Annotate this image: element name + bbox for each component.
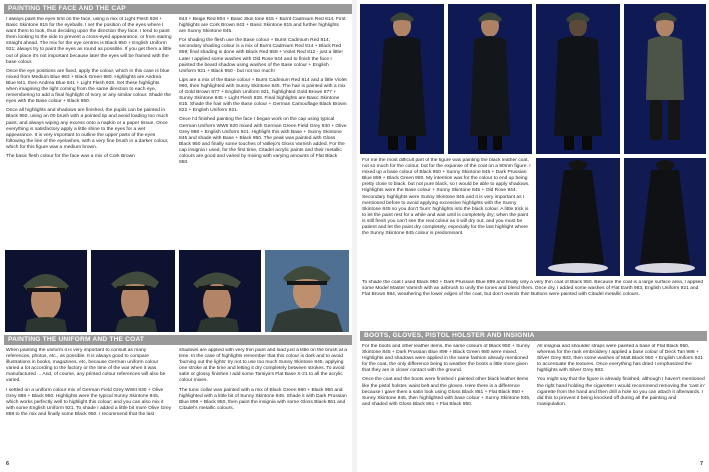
boots-text-col2 [537, 344, 705, 456]
coat-shading-text [362, 280, 706, 320]
paragraph: Lips are a mix of the Base colour + Burnt Cadmium Red 814 and a little Violet 960, then highlighted with Sunny Skintone 845. The hair is painted with a mix of Gold Brown 877 + English Uniform 921, highlighted Gold Brown 877 + Sunny Skintone 845 + Light Flesh 928. Final highlights are Basic Skintone 815. Shade the hair with the Base colour + German Camouflage Black Brown 822 + English Uniform 921. [179, 77, 347, 114]
section-heading-face-cap: PAINTING THE FACE AND THE CAP [4, 4, 352, 14]
photo-head-right [91, 250, 175, 332]
paragraph: The basic flesh colour for the face was a mix of Cork Brown [6, 153, 135, 159]
paragraph: The tunic collar was painted with a mix of Black Green 980 + Black 950 and highlighted with a little bit of Sunny Skintone 845. Shade it with Dark Prussian Blue 899 + Black 950, then paint the insignia with some Gloss Black 861 and Citadel's metallic colours. [179, 387, 347, 411]
paragraph: For the boots and other leather items, the same colours of Black 950 + Sunny Skintone 845 + Dark Prussian Blue 899 + Black Green 980 were mixed. Highlights and shadows were applied in the same fashion already mentioned for the coat, the only difference being to weather the boots a little more given that they are in closer contact with the ground. [362, 344, 530, 374]
page-number-left: 6 [6, 461, 10, 467]
section-heading-boots: BOOTS, GLOVES, PISTOL HOLSTER AND INSIGNIA [360, 331, 707, 341]
paragraph: When painting the uniform it is very important to consult as many references, photos, etc., as possible. It is always good to compare illustrations in books, magazines, etc, because German uniform colour varied a lot according to the factory or the time of the war when it was manufactured ... And, of course, any printed colour references will also be varied. [6, 348, 166, 384]
paragraph: Once I'd finished painting the face I began work on the cap using typical German Uniform WWII 920 mixed with German Green Field Grey 830 + Olive Grey 888 + English Uniform 921. Highlight this with Base + Sunny Skintone 845 and shade with Base + Black 950. The peak was painted with Gloss Black 950 and finally some touches of Vallejo's Gloss Varnish added. For the cap insignia I used, for the first time, Citadel acrylic paints and their metallic colours are good and varied by mixing with varying amounts of Flat Black 950. [179, 117, 347, 166]
paragraph: Once all highlights and shadows are finished, the pupils can be painted in Black 950, using an 00 brush with a pointed tip and avoid loading too much paint, and always wiping any excess onto a napkin or a paper tissue. Once everything is satisfactory apply a little shine to the eyes for a wet appearance. It is very important to outline the upper parts of the eyes following the line of the eyelashes, with a very fine brush in a darker colour, which for this figure was a medium brown. [6, 108, 169, 150]
paragraph: shadows are applied with very thin paint and load just a little on the brush at a time. In the case of highlights remember that this colour is dark and to avoid 'burning out the lights' try not to use too much Sunny Skintone 845, applying one stroke at the time and letting it dry completely between strokes. To avoid satin or glossy finishes I add some Tamiya's Flat Base X-21 to all the acrylic colour mixes. [179, 348, 347, 384]
photo-head-bust [265, 250, 349, 332]
photo-figure-uniform [624, 4, 706, 154]
face-cap-text-col1 [6, 17, 172, 249]
photo-figure-side [448, 4, 532, 154]
left-page [0, 0, 352, 472]
paragraph: You might say that the figure is already finished, although I haven't mentioned the right hand holding the cigarette! I would recommend removing the 'cast in' cigarette from the hand and then drill a hole so you can attach it afterwards. I did this to prevent it being knocked off during all the painting and manipulation. [537, 377, 705, 407]
section-heading-uniform-coat: PAINTING THE UNIFORM AND THE COAT [4, 335, 352, 345]
photo-figure-back [536, 4, 620, 154]
face-cap-text-col2 [179, 17, 347, 249]
right-page [357, 0, 709, 472]
boots-text-col1 [362, 344, 532, 456]
paragraph: Once the eye positions are fixed, apply the colour, which in this case is blue mixed from Medium Blue 963 + Black Green 980. Highlights are Andrea Blue 841, then Andrea Blue 841 + Light Flesh 928. Set these highlights when imagining the light coming from the same direction to each eye, remembering to add a final highlight of Ivory or any similar colour. Shade the eyes with the Base colour + Black 950. [6, 68, 172, 105]
paragraph: To shade the coat I used Black 950 + Dark Prussian Blue 899 and finally only a very thin coat of Black 950. Because the coat is a large surface area, I applied some Model Master Varnish with an airbrush to unify the tones and blend them. Once dry, I added some washes of Flat Earth 983, English Uniform 921 and Flat Brown 984, weathering the lower edges of the coat, but don't overdo this! Buttons were painted with Citadel metallic colours. [362, 280, 704, 298]
paragraph: I always paint the eyes first on the face, using a mix of Light Flesh 928 + Basic Skintone 815 for the eyeballs. I set the position of the eyes where I want them to look, thus deciding upon the direction they face. I tend to paint them looking to the side to prevent a cross-eyed appearance, or from staring straight ahead. The mix for the eye centres is Black 950 + English Uniform 921; always try to paint the eyes as round as possible. If you get them a little out of place it's not important because later the eyes will be framed with the base colour. [6, 17, 172, 65]
photo-figure-front [360, 4, 444, 154]
coat-text [362, 158, 532, 272]
paragraph: All insignia and shoulder straps were painted a base of Flat Black 950, whereas for the rank embroidery I applied a base colour of Deck Tan 986 + Silver Grey 883, then some washes of Matt Black 950 + English Uniform 921 to accentuate the textures. Once everything has dried I emphasized the highlights with Silver Grey 883. [537, 344, 703, 374]
paragraph: I settled on a uniform colour mix of German Field Grey WWII 830 + Olive Grey 888 + Black 950. Highlights were the typical Sunny Skintone 845, which works perfectly well to highlight this colour; and you can also mix it with some English Uniform 921. To shade I added a little bit more Olive Grey 888 to the mix and finally some Black 950. I recommend that the last [6, 387, 172, 417]
page-number-right: 7 [699, 461, 703, 467]
uniform-text-col2 [179, 348, 347, 456]
photo-head-front [5, 250, 87, 332]
paragraph: 843 + Beige Red 804 + Basic Skin tone 815 + Burnt Cadmium Red 814. First highlights are Cork Brown 843 + Basic Skintone 815 and further highlights are Sunny Skintone 845. [179, 17, 346, 35]
photo-coat-back [624, 158, 706, 276]
paragraph: For me the most difficult part of the figure was painting the black leather coat, not so much for the colour, but for the expanse of the coat on a 90mm figure. I mixed up a base colour of Black 950 + Sunny Skintone 845 + Dark Prussian Blue 899 + Black Green 980. My intention was for the colour to end up being pretty close to black, but not pure black, so I would be able to apply shadows. Highlights were the Base colour + Sunny Skintone 845 + Old Rose 944. Secondary highlights were Sunny Skintone 845 and it is very important as I mentioned before to avoid applying excessive highlights with the Sunny Skintone 845 so you don't 'burn' highlights into the black colour. A little trick is to let the paint rest for a while and wait until is completely dry; when the paint is still fresh you can't see the real colour as it will dry out, and you must be patient and let the paint dry completely, especially for the last highlight where the Sunny Skintone 845 colour is predominant. [362, 158, 531, 237]
uniform-text-col1 [6, 348, 172, 456]
photo-coat-front [536, 158, 620, 276]
paragraph: For shading the flesh use the Base colour + Burnt Cadmium Red 814; secondary shading colour is a mix of Burnt Cadmium Red 814 + Black Red 859; final shading is done with Black Red 859 + Violet Red 812 - just a little! Later I applied some washes with Old Rose 944 and to finish the face I painted the beard shadow using washes of the Base colour + English Uniform 921 + Black 950 - but not too much! [179, 38, 343, 74]
photo-head-left [179, 250, 261, 332]
paragraph: Once the coat and the boots were finished I painted other black leather items like the pistol holster, waist belt and the gloves. Here there is a difference because I gave them a satin look using Gloss Black 861 + Flat Black 950 + Sunny Skintone 845, then highlighted with base colour + Sunny Skintone 845, and shaded with Gloss Black 861 + Flat Black 950. [362, 377, 531, 407]
